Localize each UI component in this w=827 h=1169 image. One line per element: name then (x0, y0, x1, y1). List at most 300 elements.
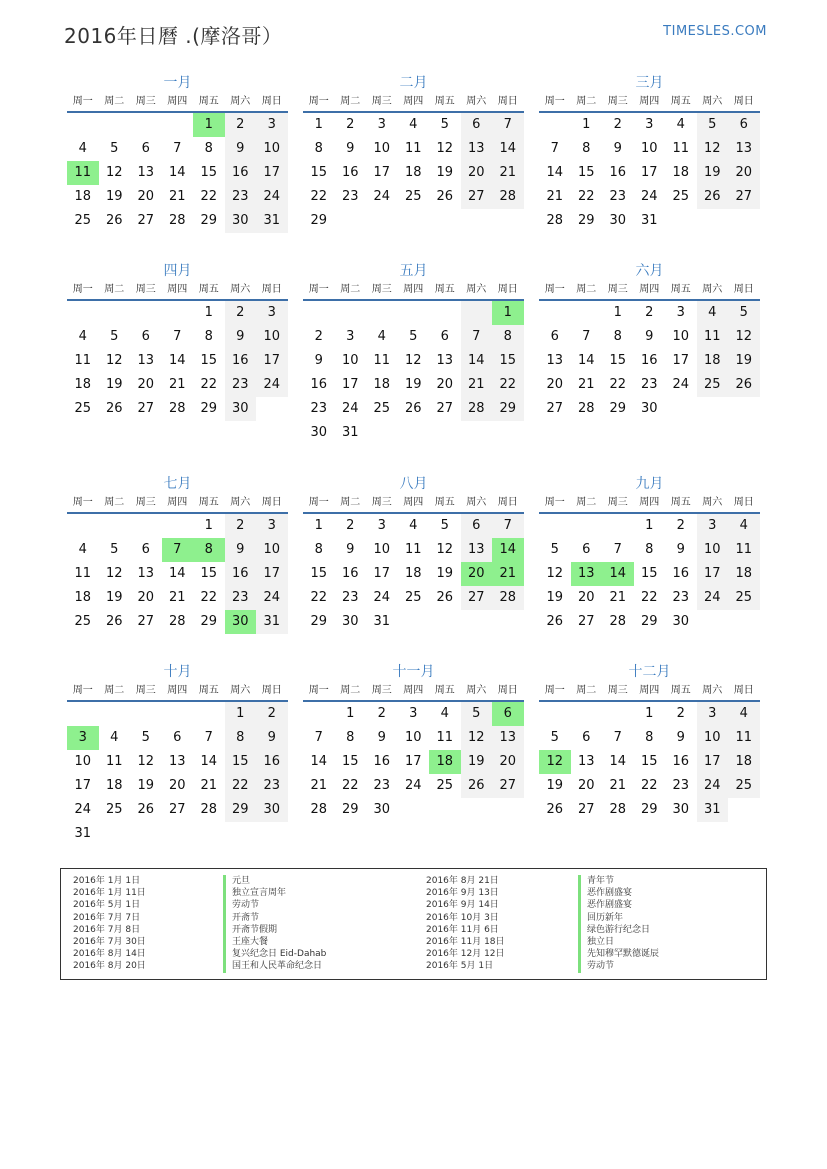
day-grid (67, 301, 288, 421)
day-cell: 21 (310, 778, 328, 793)
day-cell: 1 (314, 518, 323, 533)
day-cell: 2 (645, 305, 654, 320)
day-cell: 9 (225, 325, 257, 349)
day-cell: 5 (110, 141, 119, 156)
day-cell: 23 (609, 189, 627, 204)
day-cell: 23 (373, 778, 391, 793)
day-cell: 20 (546, 377, 564, 392)
day-cell: 22 (310, 189, 328, 204)
day-cell: 22 (577, 189, 595, 204)
weekday-label: 周四 (403, 497, 424, 508)
empty-day-cell (162, 702, 194, 726)
day-cell: 15 (225, 750, 257, 774)
weekday-label: 周二 (576, 284, 597, 295)
day-cell: 28 (577, 401, 595, 416)
day-cell: 22 (225, 774, 257, 798)
day-cell: 12 (404, 353, 422, 368)
day-cell: 13 (577, 754, 595, 769)
day-cell: 5 (440, 117, 449, 132)
day-cell: 6 (582, 730, 591, 745)
day-cell: 7 (314, 730, 323, 745)
weekday-label: 周五 (670, 96, 691, 107)
day-cell: 15 (310, 566, 328, 581)
weekday-label: 周四 (403, 284, 424, 295)
day-cell: 17 (74, 778, 92, 793)
empty-day-cell (99, 514, 131, 538)
legend-entry: 2016年 8月 14日 (73, 949, 146, 960)
day-cell: 17 (697, 750, 729, 774)
day-cell: 5 (440, 518, 449, 533)
legend-entry: 2016年 1月 1日 (73, 876, 141, 886)
weekday-label: 周五 (198, 284, 219, 295)
day-cell: 3 (697, 514, 729, 538)
day-cell: 13 (728, 137, 760, 161)
day-cell: 31 (256, 610, 288, 634)
day-cell: 24 (74, 802, 92, 817)
day-cell: 25 (436, 778, 454, 793)
day-cell: 27 (137, 614, 155, 629)
day-cell: 16 (609, 165, 627, 180)
day-cell: 26 (105, 614, 123, 629)
weekday-label: 周五 (198, 96, 219, 107)
day-cell: 18 (728, 750, 760, 774)
day-cell: 28 (168, 401, 186, 416)
day-cell: 1 (492, 301, 524, 325)
month-2 (303, 73, 524, 233)
day-cell: 26 (436, 189, 454, 204)
day-grid (303, 113, 524, 233)
weekday-label: 周六 (702, 497, 723, 508)
day-cell: 13 (168, 754, 186, 769)
day-grid (539, 514, 760, 634)
day-cell: 6 (728, 113, 760, 137)
day-cell: 30 (225, 610, 257, 634)
day-grid (539, 113, 760, 233)
day-cell: 9 (256, 726, 288, 750)
day-cell: 19 (404, 377, 422, 392)
day-cell: 17 (341, 377, 359, 392)
day-cell: 12 (105, 353, 123, 368)
day-cell: 6 (492, 702, 524, 726)
day-cell: 8 (314, 542, 323, 557)
day-cell: 11 (404, 542, 422, 557)
day-cell: 18 (404, 165, 422, 180)
empty-day-cell (67, 514, 99, 538)
day-cell: 16 (256, 750, 288, 774)
day-cell: 30 (225, 397, 257, 421)
day-cell: 29 (640, 614, 658, 629)
month-5 (303, 261, 524, 445)
day-cell: 11 (436, 730, 454, 745)
day-cell: 28 (492, 185, 524, 209)
weekday-label: 周四 (167, 284, 188, 295)
empty-day-cell (539, 113, 571, 137)
day-cell: 8 (225, 726, 257, 750)
day-cell: 10 (256, 538, 288, 562)
day-cell: 8 (204, 329, 213, 344)
legend-dates-column-1 (73, 875, 146, 973)
weekday-label: 周二 (576, 497, 597, 508)
legend-entry: 绿色游行纪念日 (578, 924, 659, 936)
day-cell: 2 (377, 706, 386, 721)
day-cell: 15 (609, 353, 627, 368)
day-cell: 24 (256, 586, 288, 610)
day-cell: 9 (225, 538, 257, 562)
day-cell: 6 (141, 329, 150, 344)
weekday-header (539, 281, 760, 301)
day-cell: 8 (645, 730, 654, 745)
weekday-label: 周六 (466, 497, 487, 508)
weekday-label: 周六 (230, 497, 251, 508)
day-cell: 4 (676, 117, 685, 132)
day-cell: 19 (137, 778, 155, 793)
day-cell: 5 (550, 730, 559, 745)
day-cell: 6 (550, 329, 559, 344)
day-cell: 14 (168, 353, 186, 368)
day-cell: 9 (613, 141, 622, 156)
month-name: 五月 (399, 263, 428, 279)
empty-day-cell (193, 702, 225, 726)
weekday-label: 周三 (371, 497, 392, 508)
weekday-header (539, 494, 760, 514)
day-cell: 16 (672, 566, 690, 581)
day-cell: 1 (225, 702, 257, 726)
day-cell: 29 (310, 213, 328, 228)
day-cell: 26 (105, 213, 123, 228)
day-cell: 4 (697, 301, 729, 325)
day-cell: 4 (728, 514, 760, 538)
empty-day-cell (162, 301, 194, 325)
weekday-label: 周五 (434, 497, 455, 508)
day-cell: 10 (256, 325, 288, 349)
day-cell: 16 (225, 349, 257, 373)
day-cell: 22 (492, 373, 524, 397)
day-cell: 31 (640, 213, 658, 228)
empty-day-cell (539, 301, 571, 325)
day-cell: 1 (645, 518, 654, 533)
weekday-label: 周五 (198, 497, 219, 508)
weekday-label: 周日 (261, 685, 282, 696)
weekday-label: 周三 (135, 96, 156, 107)
empty-day-cell (539, 702, 571, 726)
day-cell: 23 (225, 185, 257, 209)
day-cell: 11 (74, 566, 92, 581)
day-cell: 11 (74, 353, 92, 368)
month-name: 四月 (163, 263, 192, 279)
empty-day-cell (571, 301, 603, 325)
month-11 (303, 662, 524, 822)
day-cell: 13 (461, 137, 493, 161)
day-cell: 10 (697, 726, 729, 750)
day-cell: 15 (341, 754, 359, 769)
day-cell: 25 (728, 774, 760, 798)
day-cell: 26 (728, 373, 760, 397)
day-cell: 20 (137, 189, 155, 204)
day-grid (303, 514, 524, 634)
weekday-label: 周五 (670, 497, 691, 508)
day-cell: 13 (571, 562, 603, 586)
month-name: 八月 (399, 476, 428, 492)
day-cell: 23 (310, 401, 328, 416)
day-cell: 19 (436, 165, 454, 180)
day-cell: 2 (256, 702, 288, 726)
month-4 (67, 261, 288, 421)
day-cell: 15 (200, 566, 218, 581)
day-cell: 9 (676, 542, 685, 557)
month-6 (539, 261, 760, 421)
legend-entry: 恶作剧盛宴 (578, 899, 659, 911)
day-cell: 12 (539, 750, 571, 774)
weekday-label: 周三 (371, 284, 392, 295)
day-cell: 27 (577, 614, 595, 629)
day-cell: 6 (173, 730, 182, 745)
day-cell: 13 (546, 353, 564, 368)
day-cell: 18 (74, 590, 92, 605)
day-cell: 25 (404, 189, 422, 204)
day-cell: 14 (200, 754, 218, 769)
weekday-label: 周二 (340, 284, 361, 295)
day-cell: 6 (461, 514, 493, 538)
day-cell: 24 (373, 189, 391, 204)
legend-entry: 2016年 9月 13日 (426, 888, 499, 899)
month-name: 三月 (635, 75, 664, 91)
weekday-label: 周日 (497, 284, 518, 295)
day-cell: 4 (728, 702, 760, 726)
weekday-header (539, 93, 760, 113)
day-cell: 7 (173, 141, 182, 156)
day-cell: 1 (346, 706, 355, 721)
legend-entry: 2016年 8月 20日 (73, 961, 146, 972)
month-3 (539, 73, 760, 233)
day-cell: 20 (461, 161, 493, 185)
weekday-label: 周日 (733, 685, 754, 696)
day-cell: 9 (346, 542, 355, 557)
day-cell: 1 (193, 113, 225, 137)
day-cell: 19 (436, 566, 454, 581)
day-cell: 23 (672, 778, 690, 793)
legend-entry: 2016年 7月 8日 (73, 924, 141, 935)
weekday-label: 周一 (72, 284, 93, 295)
day-cell: 3 (67, 726, 99, 750)
day-cell: 20 (577, 778, 595, 793)
empty-day-cell (162, 514, 194, 538)
day-cell: 6 (582, 542, 591, 557)
legend-entry: 2016年 9月 14日 (426, 900, 499, 911)
day-cell: 1 (314, 117, 323, 132)
day-cell: 26 (546, 802, 564, 817)
day-cell: 22 (200, 590, 218, 605)
legend-dates-column-2 (426, 875, 505, 973)
day-grid (539, 702, 760, 822)
page-title: 2016年日曆 .(摩洛哥） (64, 24, 283, 48)
day-cell: 21 (577, 377, 595, 392)
day-cell: 30 (640, 401, 658, 416)
day-cell: 17 (256, 349, 288, 373)
day-cell: 2 (676, 518, 685, 533)
weekday-label: 周六 (466, 96, 487, 107)
day-cell: 14 (492, 137, 524, 161)
month-7 (67, 474, 288, 634)
month-name: 一月 (163, 75, 192, 91)
day-cell: 6 (440, 329, 449, 344)
day-cell: 29 (341, 802, 359, 817)
brand-link[interactable]: TIMESLES.COM (663, 24, 767, 39)
day-cell: 2 (314, 329, 323, 344)
day-cell: 3 (409, 706, 418, 721)
day-cell: 11 (373, 353, 391, 368)
day-cell: 28 (546, 213, 564, 228)
day-cell: 2 (676, 706, 685, 721)
day-cell: 4 (110, 730, 119, 745)
weekday-label: 周二 (576, 685, 597, 696)
day-cell: 15 (640, 566, 658, 581)
day-cell: 24 (672, 377, 690, 392)
empty-day-cell (130, 113, 162, 137)
day-cell: 12 (546, 566, 564, 581)
day-cell: 14 (492, 538, 524, 562)
day-cell: 8 (193, 538, 225, 562)
day-cell: 30 (225, 209, 257, 233)
day-cell: 25 (672, 189, 690, 204)
empty-day-cell (67, 702, 99, 726)
weekday-label: 周六 (702, 284, 723, 295)
weekday-label: 周六 (466, 284, 487, 295)
day-cell: 2 (225, 514, 257, 538)
empty-day-cell (335, 301, 367, 325)
day-cell: 14 (310, 754, 328, 769)
day-cell: 17 (640, 165, 658, 180)
day-cell: 7 (550, 141, 559, 156)
day-cell: 3 (256, 301, 288, 325)
day-cell: 4 (78, 141, 87, 156)
day-cell: 12 (728, 325, 760, 349)
day-cell: 7 (492, 113, 524, 137)
legend-entry: 开斋节假期 (223, 924, 326, 936)
day-cell: 11 (672, 141, 690, 156)
day-cell: 3 (346, 329, 355, 344)
day-cell: 4 (377, 329, 386, 344)
empty-day-cell (99, 113, 131, 137)
day-cell: 25 (74, 614, 92, 629)
weekday-label: 周五 (670, 284, 691, 295)
legend-entry: 复兴纪念日 Eid-Dahab (223, 948, 326, 960)
day-cell: 18 (728, 562, 760, 586)
day-cell: 31 (341, 425, 359, 440)
day-cell: 8 (492, 325, 524, 349)
day-cell: 17 (256, 161, 288, 185)
day-cell: 3 (377, 117, 386, 132)
day-cell: 8 (346, 730, 355, 745)
day-cell: 9 (346, 141, 355, 156)
day-cell: 22 (341, 778, 359, 793)
day-cell: 26 (105, 401, 123, 416)
empty-day-cell (303, 301, 335, 325)
day-cell: 21 (609, 778, 627, 793)
day-cell: 29 (200, 401, 218, 416)
empty-day-cell (99, 301, 131, 325)
day-cell: 22 (609, 377, 627, 392)
empty-day-cell (162, 113, 194, 137)
legend-entry: 青年节 (578, 875, 659, 887)
weekday-label: 周四 (167, 685, 188, 696)
empty-day-cell (571, 514, 603, 538)
day-cell: 4 (78, 329, 87, 344)
day-cell: 7 (461, 325, 493, 349)
day-cell: 24 (373, 590, 391, 605)
day-cell: 24 (256, 373, 288, 397)
day-cell: 7 (204, 730, 213, 745)
day-cell: 26 (137, 802, 155, 817)
legend-entry: 开斋节 (223, 912, 326, 924)
weekday-label: 周二 (340, 685, 361, 696)
day-cell: 10 (640, 141, 658, 156)
day-cell: 10 (256, 137, 288, 161)
day-cell: 22 (640, 778, 658, 793)
day-cell: 18 (429, 750, 461, 774)
weekday-label: 周一 (308, 96, 329, 107)
day-cell: 5 (461, 702, 493, 726)
legend-entry: 劳动节 (578, 960, 659, 972)
day-cell: 5 (728, 301, 760, 325)
day-cell: 27 (461, 185, 493, 209)
day-cell: 13 (436, 353, 454, 368)
day-cell: 9 (377, 730, 386, 745)
day-cell: 25 (404, 590, 422, 605)
day-cell: 13 (137, 165, 155, 180)
weekday-label: 周三 (607, 685, 628, 696)
day-cell: 20 (137, 377, 155, 392)
weekday-label: 周四 (639, 96, 660, 107)
day-cell: 28 (200, 802, 218, 817)
legend-entry: 2016年 7月 30日 (73, 937, 146, 948)
day-cell: 18 (404, 566, 422, 581)
empty-day-cell (429, 301, 461, 325)
day-cell: 2 (225, 301, 257, 325)
day-cell: 7 (162, 538, 194, 562)
weekday-label: 周日 (733, 96, 754, 107)
day-cell: 8 (582, 141, 591, 156)
day-grid (303, 702, 524, 822)
legend-entry: 2016年 1月 11日 (73, 888, 146, 899)
day-cell: 1 (613, 305, 622, 320)
day-cell: 19 (546, 590, 564, 605)
day-cell: 21 (168, 189, 186, 204)
day-cell: 20 (168, 778, 186, 793)
day-cell: 30 (672, 614, 690, 629)
day-cell: 26 (404, 401, 422, 416)
empty-day-cell (602, 702, 634, 726)
weekday-label: 周三 (135, 685, 156, 696)
month-name: 七月 (163, 476, 192, 492)
day-cell: 12 (436, 542, 454, 557)
day-cell: 28 (492, 586, 524, 610)
empty-day-cell (539, 514, 571, 538)
day-cell: 6 (141, 542, 150, 557)
day-cell: 3 (697, 702, 729, 726)
day-cell: 29 (492, 397, 524, 421)
weekday-label: 周一 (72, 497, 93, 508)
weekday-header (67, 682, 288, 702)
day-cell: 17 (373, 566, 391, 581)
weekday-label: 周一 (72, 96, 93, 107)
month-name: 十月 (163, 664, 192, 680)
weekday-label: 周三 (607, 284, 628, 295)
empty-day-cell (99, 702, 131, 726)
day-cell: 11 (728, 726, 760, 750)
day-cell: 15 (640, 754, 658, 769)
day-cell: 18 (373, 377, 391, 392)
month-name: 九月 (635, 476, 664, 492)
